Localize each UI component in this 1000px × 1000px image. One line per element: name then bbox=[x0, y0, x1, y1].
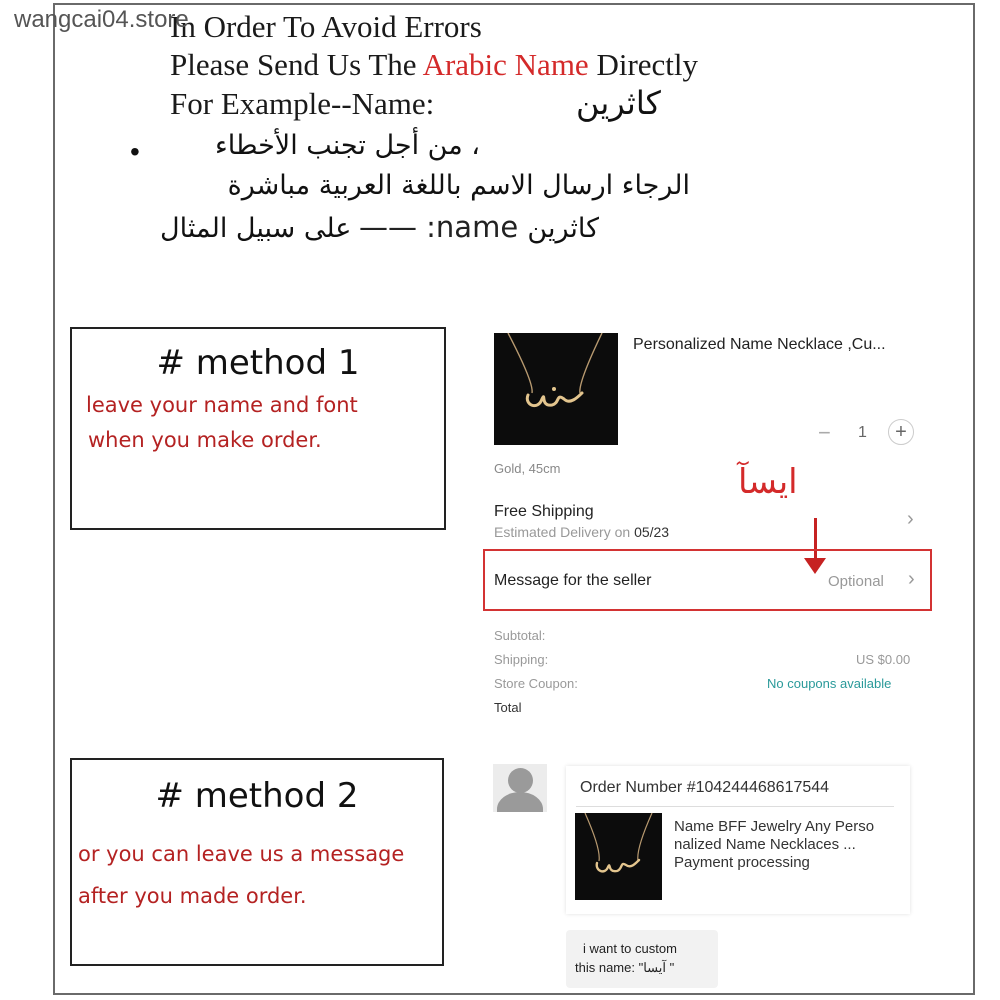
example-name-annotation: ايسآ bbox=[738, 462, 798, 502]
shipping-estimate-label: Estimated Delivery on bbox=[494, 524, 635, 540]
order-product-image[interactable] bbox=[575, 813, 662, 900]
arabic-instruction-line-2: الرجاء ارسال الاسم باللغة العربية مباشرة bbox=[227, 170, 690, 201]
heading-line-2 bbox=[170, 47, 698, 83]
heading-line-3: For Example--Name: bbox=[170, 86, 435, 121]
quantity-decrease-button[interactable]: − bbox=[818, 420, 831, 445]
arabic-example-word-2: كاثرين bbox=[527, 213, 599, 244]
method-2-title: # method 2 bbox=[155, 776, 359, 816]
shipping-estimate bbox=[494, 524, 669, 540]
method-2-box bbox=[70, 758, 444, 966]
method-2-text-1: or you can leave us a message bbox=[78, 842, 405, 866]
product-image[interactable] bbox=[494, 333, 618, 445]
store-coupon-label: Store Coupon: bbox=[494, 676, 578, 691]
shipping-label: Shipping: bbox=[494, 652, 549, 667]
method-1-title: # method 1 bbox=[156, 343, 360, 383]
avatar-head-icon bbox=[508, 768, 533, 793]
necklace-image-icon bbox=[494, 333, 618, 445]
watermark: wangcai04.store bbox=[14, 6, 189, 33]
method-1-box bbox=[70, 327, 446, 530]
message-optional-placeholder[interactable]: Optional bbox=[828, 573, 884, 590]
subtotal-label: Subtotal: bbox=[494, 628, 546, 643]
avatar-body-icon bbox=[497, 792, 543, 812]
order-divider bbox=[576, 806, 894, 807]
order-description-line-2: nalized Name Necklaces ... bbox=[674, 836, 856, 853]
order-necklace-image-icon bbox=[575, 813, 662, 900]
avatar bbox=[493, 764, 547, 812]
chat-message-line-1: i want to custom bbox=[583, 941, 677, 956]
method-1-text-2: when you make order. bbox=[88, 428, 322, 452]
heading-line-2-post: Directly bbox=[588, 47, 699, 82]
coupon-value-link[interactable]: No coupons available bbox=[767, 676, 892, 691]
method-2-text-2: after you made order. bbox=[78, 884, 307, 908]
heading-line-1: In Order To Avoid Errors bbox=[170, 9, 482, 44]
arabic-example-word-1: على سبيل المثال bbox=[160, 213, 352, 244]
arabic-line-name-label: :name bbox=[426, 210, 528, 244]
heading-line-2-pre: Please Send Us The bbox=[170, 47, 423, 82]
arabic-instruction-line-1: ، من أجل تجنب الأخطاء bbox=[215, 130, 480, 161]
product-title[interactable]: Personalized Name Necklace ,Cu... bbox=[633, 336, 886, 353]
chat-message-line-2: this name: "آيسا " bbox=[575, 960, 675, 975]
order-number: Order Number #104244468617544 bbox=[580, 779, 830, 796]
total-label: Total bbox=[494, 700, 522, 715]
shipping-value: US $0.00 bbox=[856, 652, 911, 667]
shipping-date: 05/23 bbox=[634, 524, 670, 540]
shipping-title[interactable]: Free Shipping bbox=[494, 503, 594, 520]
arabic-line-dash: —— bbox=[358, 210, 427, 244]
quantity-value: 1 bbox=[858, 424, 867, 441]
quantity-increase-button[interactable]: + bbox=[888, 419, 914, 445]
method-1-text-1: leave your name and font bbox=[86, 393, 358, 417]
order-status: Payment processing bbox=[674, 854, 810, 871]
example-arabic-name: كاثرين bbox=[576, 84, 661, 122]
order-description-line-1: Name BFF Jewelry Any Perso bbox=[674, 818, 875, 835]
arabic-instruction-line-3 bbox=[160, 210, 695, 244]
message-chevron-right-icon[interactable]: › bbox=[908, 568, 915, 590]
shipping-chevron-right-icon[interactable]: › bbox=[907, 508, 914, 530]
chat-message-bubble bbox=[566, 930, 718, 988]
message-for-seller-label: Message for the seller bbox=[494, 572, 652, 589]
bullet-dot: • bbox=[130, 136, 140, 167]
heading-arabic-name-highlight: Arabic Name bbox=[422, 47, 589, 82]
product-variant: Gold, 45cm bbox=[494, 461, 561, 476]
